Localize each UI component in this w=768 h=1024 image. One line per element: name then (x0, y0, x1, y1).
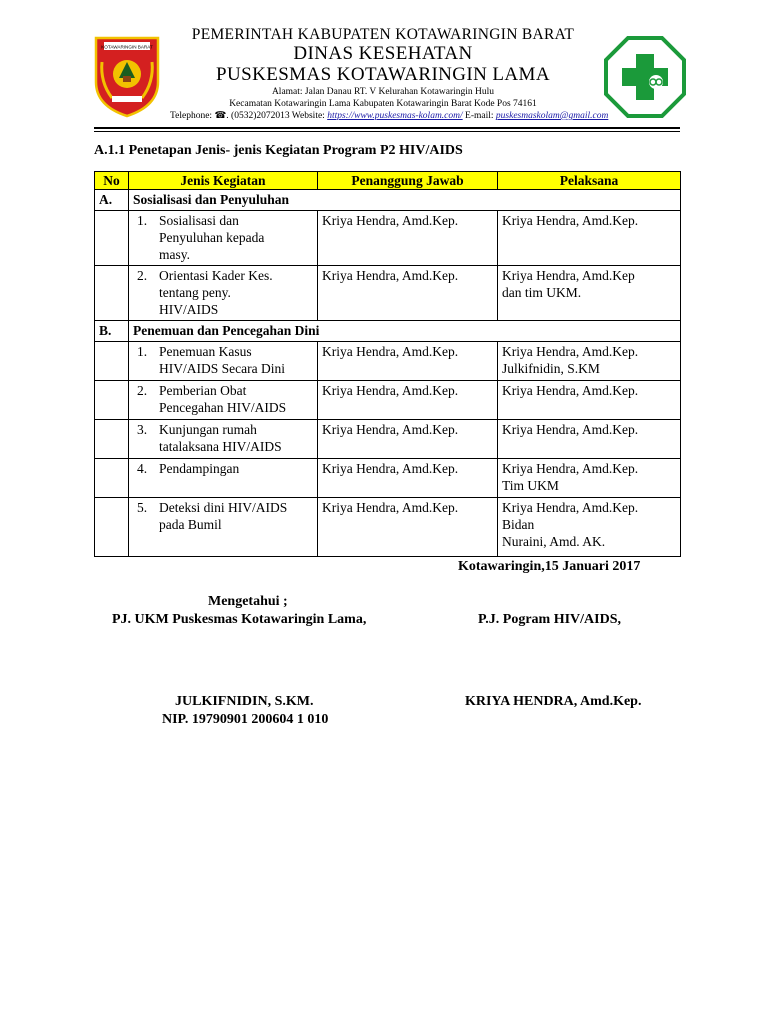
section-title: Penemuan dan Pencegahan Dini (129, 321, 681, 342)
email-link[interactable]: puskesmaskolam@gmail.com (495, 111, 609, 121)
table-row (95, 211, 681, 266)
section-no: A. (95, 190, 129, 211)
regency-emblem-logo (90, 32, 164, 118)
item-number: 4. (137, 461, 148, 476)
executor-cell: Kriya Hendra, Amd.Kep. (498, 211, 681, 266)
section-row-b (95, 321, 681, 342)
header-executor: Pelaksana (498, 172, 681, 190)
table-row (95, 420, 681, 459)
table-row (95, 266, 681, 321)
item-number: 5. (137, 500, 148, 515)
document-heading: A.1.1 Penetapan Jenis- jenis Kegiatan Program P2 HIV/AIDS (94, 143, 463, 158)
table-row (95, 342, 681, 381)
empty-no-cell (95, 211, 129, 266)
empty-no-cell (95, 342, 129, 381)
letterhead-government: PEMERINTAH KABUPATEN KOTAWARINGIN BARAT (191, 26, 575, 43)
empty-no-cell (95, 459, 129, 498)
table-row (95, 381, 681, 420)
section-title: Sosialisasi dan Penyuluhan (129, 190, 681, 211)
table-header-row (95, 172, 681, 190)
letterhead-rule-thin (94, 131, 680, 132)
activities-table (94, 171, 681, 557)
responsible-cell: Kriya Hendra, Amd.Kep. (318, 498, 498, 557)
acknowledged-label: Mengetahui ; (208, 594, 288, 609)
executor-cell: Kriya Hendra, Amd.Kep. Tim UKM (498, 459, 681, 498)
letterhead-address-1: Alamat: Jalan Danau RT. V Kelurahan Kotawaringin Hulu (271, 87, 495, 97)
item-number: 1. (137, 213, 148, 228)
letterhead (90, 26, 686, 126)
letterhead-agency: DINAS KESEHATAN (293, 43, 473, 64)
responsible-cell: Kriya Hendra, Amd.Kep. (318, 266, 498, 321)
activity-text: Pemberian Obat Pencegahan HIV/AIDS (159, 383, 287, 415)
activity-cell (129, 342, 318, 381)
letterhead-contact (170, 110, 609, 122)
activity-text: Sosialisasi dan Penyuluhan kepada masy. (159, 213, 265, 262)
responsible-cell: Kriya Hendra, Amd.Kep. (318, 342, 498, 381)
activity-text: Pendampingan (159, 461, 240, 476)
activity-text: Orientasi Kader Kes. tentang peny. HIV/AIDS (159, 268, 273, 317)
section-no: B. (95, 321, 129, 342)
header-responsible: Penanggung Jawab (318, 172, 498, 190)
activity-text: Kunjungan rumah tatalaksana HIV/AIDS (159, 422, 282, 454)
activity-cell (129, 211, 318, 266)
item-number: 2. (137, 383, 148, 398)
responsible-cell: Kriya Hendra, Amd.Kep. (318, 381, 498, 420)
responsible-cell: Kriya Hendra, Amd.Kep. (318, 420, 498, 459)
left-signer-name: JULKIFNIDIN, S.KM. (175, 694, 314, 709)
executor-cell: Kriya Hendra, Amd.Kep. Julkifnidin, S.KM (498, 342, 681, 381)
item-number: 1. (137, 344, 148, 359)
place-date: Kotawaringin,15 Januari 2017 (458, 559, 641, 574)
table-row (95, 498, 681, 557)
right-signer-title: P.J. Pogram HIV/AIDS, (478, 612, 621, 627)
telephone-label: Telephone: ☎. (0532)2072013 Website: (170, 111, 328, 121)
table-row (95, 459, 681, 498)
empty-no-cell (95, 420, 129, 459)
svg-text:KOTAWARINGIN BARAT: KOTAWARINGIN BARAT (101, 44, 153, 50)
item-number: 3. (137, 422, 148, 437)
activity-text: Deteksi dini HIV/AIDS pada Bumil (159, 500, 288, 532)
activity-cell (129, 498, 318, 557)
email-label: E-mail: (462, 111, 496, 121)
activity-text: Penemuan Kasus HIV/AIDS Secara Dini (159, 344, 285, 376)
header-no: No (95, 172, 129, 190)
left-signer-title: PJ. UKM Puskesmas Kotawaringin Lama, (112, 612, 367, 627)
header-activity: Jenis Kegiatan (129, 172, 318, 190)
activity-cell (129, 381, 318, 420)
letterhead-rule-thick (94, 127, 680, 129)
responsible-cell: Kriya Hendra, Amd.Kep. (318, 211, 498, 266)
puskesmas-logo (604, 36, 686, 118)
activity-cell (129, 459, 318, 498)
empty-no-cell (95, 381, 129, 420)
empty-no-cell (95, 498, 129, 557)
executor-cell: Kriya Hendra, Amd.Kep. Bidan Nuraini, Amd. AK. (498, 498, 681, 557)
right-signer-name: KRIYA HENDRA, Amd.Kep. (465, 694, 642, 709)
executor-cell: Kriya Hendra, Amd.Kep dan tim UKM. (498, 266, 681, 321)
letterhead-address-2: Kecamatan Kotawaringin Lama Kabupaten Kotawaringin Barat Kode Pos 74161 (229, 99, 537, 109)
executor-cell: Kriya Hendra, Amd.Kep. (498, 420, 681, 459)
item-number: 2. (137, 268, 148, 283)
letterhead-puskesmas: PUSKESMAS KOTAWARINGIN LAMA (216, 64, 550, 85)
responsible-cell: Kriya Hendra, Amd.Kep. (318, 459, 498, 498)
empty-no-cell (95, 266, 129, 321)
activity-cell (129, 420, 318, 459)
executor-cell: Kriya Hendra, Amd.Kep. (498, 381, 681, 420)
website-link[interactable]: https://www.puskesmas-kolam.com/ (327, 111, 463, 121)
section-row-a (95, 190, 681, 211)
left-signer-nip: NIP. 19790901 200604 1 010 (162, 712, 329, 727)
activity-cell (129, 266, 318, 321)
